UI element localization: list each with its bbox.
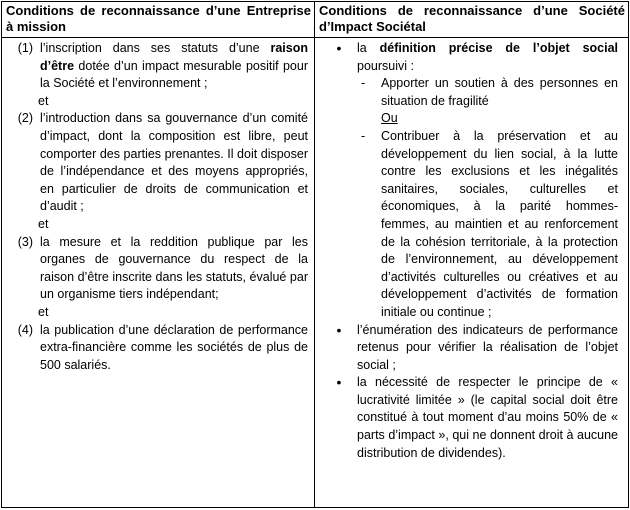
conjunction-ou: Ou bbox=[381, 111, 398, 126]
objet-social-bold: définition précise de l’objet social bbox=[379, 41, 619, 55]
condition-1 bbox=[8, 40, 308, 93]
conjunction-et: et bbox=[38, 304, 49, 319]
condition-number: (4) bbox=[17, 322, 33, 337]
left-column bbox=[2, 38, 315, 508]
condition-text: la publication d’une déclaration de performance extra-financière comme les sociétés de plus de 500 salariés. bbox=[40, 322, 308, 372]
header-societe-impact-societal: Conditions de reconnaissance d’une Société d’Impact Sociétal bbox=[315, 2, 629, 38]
bullet-text bbox=[357, 40, 618, 75]
condition-3 bbox=[8, 234, 308, 304]
raison-d-etre-bold: raison d’être bbox=[40, 41, 308, 73]
bullet-dot-icon: • bbox=[336, 374, 342, 391]
text-segment: l’inscription dans ses statuts d’une bbox=[40, 41, 271, 55]
condition-number: (3) bbox=[17, 234, 33, 249]
conjunction-et: et bbox=[38, 93, 49, 108]
text-segment: poursuivi : bbox=[357, 58, 414, 73]
condition-text: la mesure et la reddition publique par les organes de gouvernance du respect de la raison d’être inscrite dans les statuts, évalué par un organisme tiers indépendant; bbox=[40, 234, 308, 302]
conjunction-et: et bbox=[38, 216, 49, 231]
bullet-dot-icon: • bbox=[336, 321, 342, 338]
condition-text bbox=[40, 40, 308, 93]
sub-item-lien-social bbox=[357, 128, 618, 322]
dash-icon: - bbox=[361, 128, 366, 143]
comparison-table bbox=[1, 1, 629, 508]
condition-number: (1) bbox=[17, 41, 33, 55]
bullet-indicateurs bbox=[321, 322, 618, 375]
text-segment: dotée d’un impact mesurable positif pour la Société et l’environnement ; bbox=[40, 58, 308, 91]
condition-4 bbox=[8, 322, 308, 375]
right-column bbox=[315, 38, 629, 508]
sub-item-text: Contribuer à la préservation et au développement du lien social, à la lutte contre les exclusions et les inégalités sanitaires, sociales, culturelles et économiques, à la parité hommes-femmes, au maintien et au renforcement de la cohésion territoriale, à la protection de l’environnement, au développement d’activités culturelles ou créatives et au développement d’activités de formation initiale ou continue ; bbox=[381, 128, 618, 319]
sub-item-text: Apporter un soutien à des personnes en situation de fragilité bbox=[381, 76, 618, 108]
dash-icon: - bbox=[361, 76, 366, 91]
content-row bbox=[2, 38, 629, 508]
condition-text: l’introduction dans sa gouvernance d’un comité d’impact, dont la composition est libre, peut comporter des parties prenantes. Il doit disposer de l’indépendance et des moyens appropriés, en particulier de droits de communication et d’audit ; bbox=[40, 111, 308, 214]
condition-2 bbox=[8, 110, 308, 216]
bullet-text: l’énumération des indicateurs de performance retenus pour vérifier la réalisation de l’objet social ; bbox=[357, 322, 618, 372]
bullet-lucrativite bbox=[321, 374, 618, 462]
bullet-objet-social bbox=[321, 40, 618, 75]
condition-number: (2) bbox=[17, 111, 33, 126]
bullet-text: la nécessité de respecter le principe de « lucrativité limitée » (le capital social doit être constitué à tout moment d’au moins 50% de « parts d’impact », qui ne donnent droit à aucune distribution de dividendes). bbox=[357, 375, 618, 460]
sub-item-soutien bbox=[357, 75, 618, 110]
header-row bbox=[2, 2, 629, 38]
bullet-dot-icon: • bbox=[336, 40, 342, 56]
text-segment: la bbox=[357, 41, 380, 55]
header-entreprise-a-mission: Conditions de reconnaissance d’une Entreprise à mission bbox=[2, 2, 315, 38]
